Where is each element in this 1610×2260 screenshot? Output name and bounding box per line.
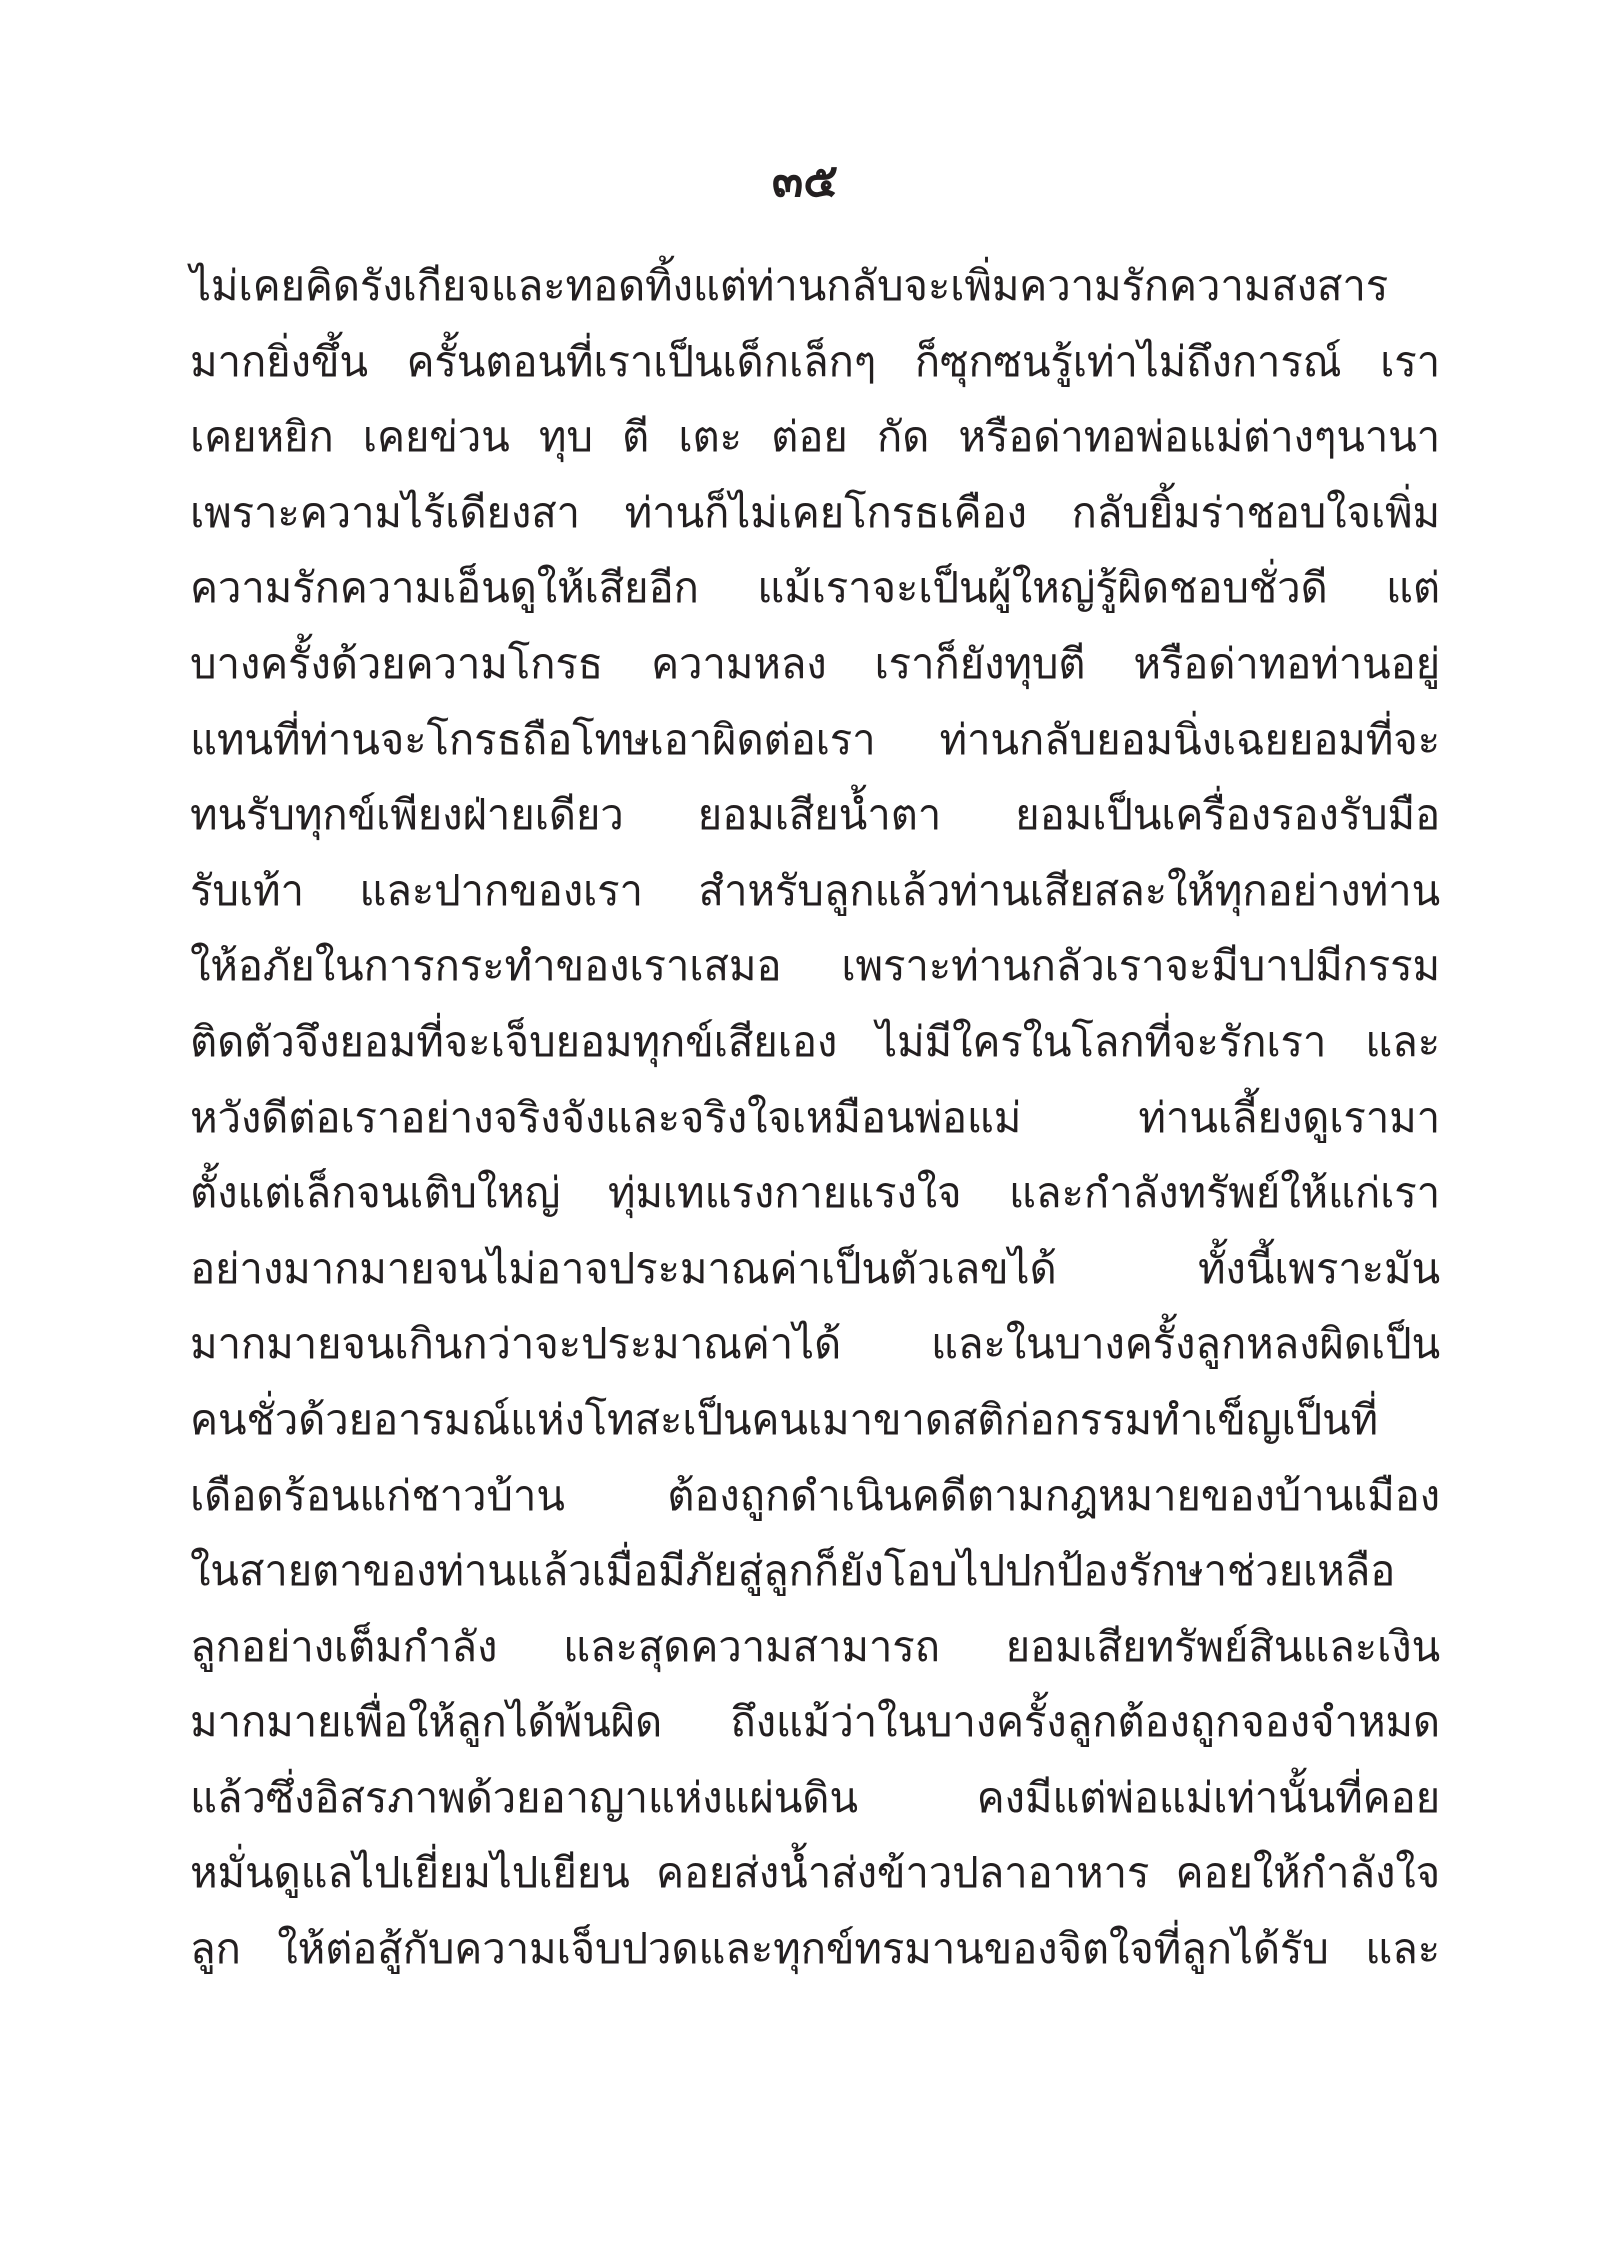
text-line: ลูกอย่างเต็มกำลัง และสุดความสามารถ ยอมเสียทรัพย์สินและเงิน <box>190 1621 1440 1671</box>
text-line: ในสายตาของท่านแล้วเมื่อมีภัยสู่ลูกก็ยังโอบไปปกป้องรักษาช่วยเหลือ <box>190 1546 1396 1596</box>
text-line: มากมายจนเกินกว่าจะประมาณค่าได้ และในบางครั้งลูกหลงผิดเป็น <box>190 1319 1440 1369</box>
text-line: ตั้งแต่เล็กจนเติบใหญ่ ทุ่มเทแรงกายแรงใจ และกำลังทรัพย์ให้แก่เรา <box>190 1168 1440 1218</box>
text-line: ความรักความเอ็นดูให้เสียอีก แม้เราจะเป็นผู้ใหญ่รู้ผิดชอบชั่วดี แต่ <box>190 563 1440 613</box>
text-line: อย่างมากมายจนไม่อาจประมาณค่าเป็นตัวเลขได้ ทั้งนี้เพราะมัน <box>190 1243 1440 1293</box>
text-line: เดือดร้อนแก่ชาวบ้าน ต้องถูกดำเนินคดีตามกฎหมายของบ้านเมือง <box>190 1470 1440 1520</box>
text-line: แล้วซึ่งอิสรภาพด้วยอาญาแห่งแผ่นดิน คงมีแต่พ่อแม่เท่านั้นที่คอย <box>190 1772 1440 1822</box>
text-line: รับเท้า และปากของเรา สำหรับลูกแล้วท่านเสียสละให้ทุกอย่างท่าน <box>190 865 1440 915</box>
text-line: แทนที่ท่านจะโกรธถือโทษเอาผิดต่อเรา ท่านกลับยอมนิ่งเฉยยอมที่จะ <box>190 714 1440 764</box>
text-line: ติดตัวจึงยอมที่จะเจ็บยอมทุกข์เสียเอง ไม่มีใครในโลกที่จะรักเรา และ <box>190 1016 1440 1066</box>
text-line: เพราะความไร้เดียงสา ท่านก็ไม่เคยโกรธเคือง กลับยิ้มร่าชอบใจเพิ่ม <box>190 487 1440 537</box>
text-line: คนชั่วด้วยอารมณ์แห่งโทสะเป็นคนเมาขาดสติก่อกรรมทำเข็ญเป็นที่ <box>190 1394 1378 1444</box>
text-line: หมั่นดูแลไปเยี่ยมไปเยียน คอยส่งน้ำส่งข้าวปลาอาหาร คอยให้กำลังใจ <box>190 1848 1440 1898</box>
text-line: หวังดีต่อเราอย่างจริงจังและจริงใจเหมือนพ่อแม่ ท่านเลี้ยงดูเรามา <box>190 1092 1440 1142</box>
text-line: บางครั้งด้วยความโกรธ ความหลง เราก็ยังทุบตี หรือด่าทอท่านอยู่ <box>190 638 1440 688</box>
text-line: ไม่เคยคิดรังเกียจและทอดทิ้งแต่ท่านกลับจะเพิ่มความรักความสงสาร <box>190 261 1389 310</box>
text-line: ทนรับทุกข์เพียงฝ่ายเดียว ยอมเสียน้ำตา ยอมเป็นเครื่องรองรับมือ <box>190 790 1440 840</box>
text-line: มากมายเพื่อให้ลูกได้พ้นผิด ถึงแม้ว่าในบางครั้งลูกต้องถูกจองจำหมด <box>190 1697 1440 1747</box>
page-number: ๓๕ <box>771 153 839 207</box>
text-line: มากยิ่งขึ้น ครั้นตอนที่เราเป็นเด็กเล็กๆ ก็ซุกซนรู้เท่าไม่ถึงการณ์ เรา <box>190 336 1440 386</box>
text-line: ให้อภัยในการกระทำของเราเสมอ เพราะท่านกลัวเราจะมีบาปมีกรรม <box>190 941 1440 991</box>
body-text <box>190 248 1440 1987</box>
text-line: เคยหยิก เคยข่วน ทุบ ตี เตะ ต่อย กัด หรือด่าทอพ่อแม่ต่างๆนานา <box>190 412 1440 462</box>
text-line: ลูก ให้ต่อสู้กับความเจ็บปวดและทุกข์ทรมานของจิตใจที่ลูกได้รับ และ <box>190 1924 1440 1974</box>
